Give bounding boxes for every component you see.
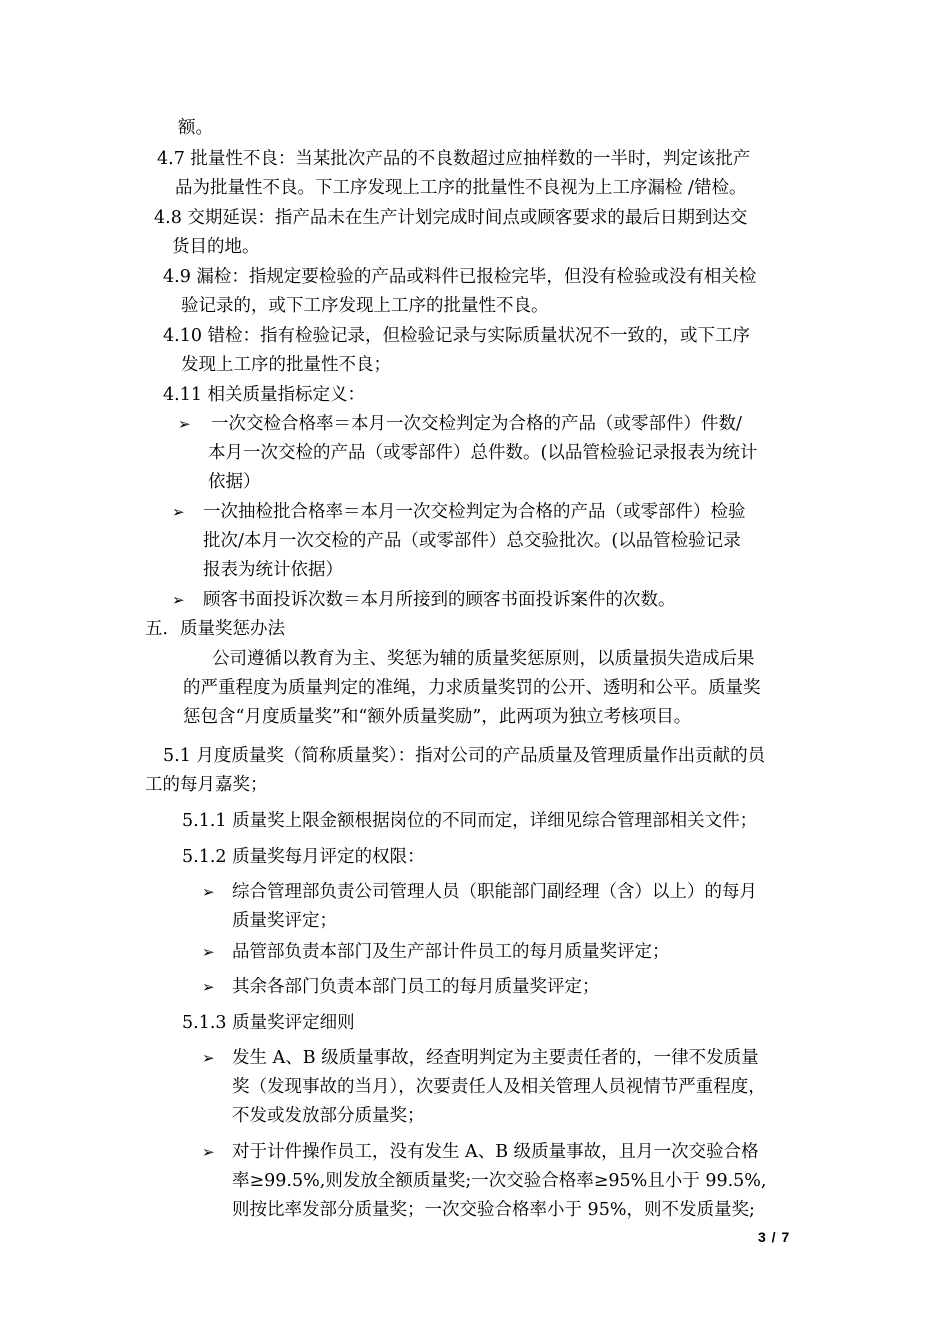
text-line: 奖（发现事故的当月），次要责任人及相关管理人员视情节严重程度， (232, 1077, 766, 1097)
bullet-arrow-icon: ➢ (202, 1143, 215, 1161)
text-line: 率≥99.5%,则发放全额质量奖;一次交验合格率≥95%且小于 99.5%, (232, 1171, 767, 1191)
text-line: 综合管理部负责公司管理人员（职能部门副经理（含）以上）的每月 (232, 882, 757, 902)
text-line: 5.1.3 质量奖评定细则 (182, 1013, 355, 1033)
text-line: 依据） (208, 472, 261, 492)
text-line: 报表为统计依据） (203, 560, 343, 580)
text-line: 4.7 批量性不良：当某批次产品的不良数超过应抽样数的一半时，判定该批产 (157, 149, 751, 169)
text-line: 4.9 漏检：指规定要检验的产品或料件已报检完毕，但没有检验或没有相关检 (163, 267, 757, 287)
text-line: 顾客书面投诉次数＝本月所接到的顾客书面投诉案件的次数。 (203, 590, 676, 610)
text-line: 惩包含“月度质量奖”和“额外质量奖励”，此两项为独立考核项目。 (183, 707, 692, 727)
text-line: 的严重程度为质量判定的准绳，力求质量奖罚的公开、透明和公平。质量奖 (183, 678, 761, 698)
text-line: 质量奖评定； (232, 911, 337, 931)
text-line: 品为批量性不良。下工序发现上工序的批量性不良视为上工序漏检 /错检。 (175, 178, 747, 198)
text-line: 本月一次交检的产品（或零部件）总件数。(以品管检验记录报表为统计 (208, 443, 758, 463)
text-line: 5.1 月度质量奖（简称质量奖）：指对公司的产品质量及管理质量作出贡献的员 (163, 746, 766, 766)
text-line: 工的每月嘉奖； (145, 775, 268, 795)
text-line: 额。 (178, 118, 213, 138)
bullet-arrow-icon: ➢ (172, 591, 185, 609)
text-line: 不发或发放部分质量奖； (232, 1106, 425, 1126)
text-line: 则按比率发部分质量奖；一次交验合格率小于 95%，则不发质量奖; (232, 1200, 755, 1220)
text-line: 一次抽检批合格率＝本月一次交检判定为合格的产品（或零部件）检验 (203, 502, 746, 522)
text-line: 一次交检合格率＝本月一次交检判定为合格的产品（或零部件）件数/ (211, 414, 742, 434)
text-line: 5.1.1 质量奖上限金额根据岗位的不同而定，详细见综合管理部相关文件； (182, 811, 758, 831)
text-line: 对于计件操作员工，没有发生 A、B 级质量事故，且月一次交验合格 (232, 1142, 759, 1162)
text-line: 公司遵循以教育为主、奖惩为辅的质量奖惩原则，以质量损失造成后果 (212, 649, 755, 669)
text-line: 4.8 交期延误：指产品未在生产计划完成时间点或顾客要求的最后日期到达交 (154, 208, 748, 228)
text-line: 验记录的，或下工序发现上工序的批量性不良。 (181, 296, 549, 316)
bullet-arrow-icon: ➢ (202, 883, 215, 901)
section-heading: 五．质量奖惩办法 (145, 619, 285, 639)
bullet-arrow-icon: ➢ (202, 943, 215, 961)
page-number: 3 / 7 (758, 1229, 791, 1245)
text-line: 货目的地。 (172, 237, 260, 257)
text-line: 发现上工序的批量性不良； (181, 355, 391, 375)
text-line: 4.10 错检：指有检验记录，但检验记录与实际质量状况不一致的，或下工序 (163, 326, 751, 346)
bullet-arrow-icon: ➢ (202, 978, 215, 996)
text-line: 5.1.2 质量奖每月评定的权限： (182, 847, 425, 867)
text-line: 批次/本月一次交检的产品（或零部件）总交验批次。(以品管检验记录 (203, 531, 741, 551)
text-line: 发生 A、B 级质量事故，经查明判定为主要责任者的，一律不发质量 (232, 1048, 759, 1068)
text-line: 4.11 相关质量指标定义： (163, 385, 366, 405)
text-line: 其余各部门负责本部门员工的每月质量奖评定； (232, 977, 600, 997)
bullet-arrow-icon: ➢ (172, 503, 185, 521)
bullet-arrow-icon: ➢ (202, 1049, 215, 1067)
bullet-arrow-icon: ➢ (178, 415, 191, 433)
text-line: 品管部负责本部门及生产部计件员工的每月质量奖评定； (232, 942, 670, 962)
